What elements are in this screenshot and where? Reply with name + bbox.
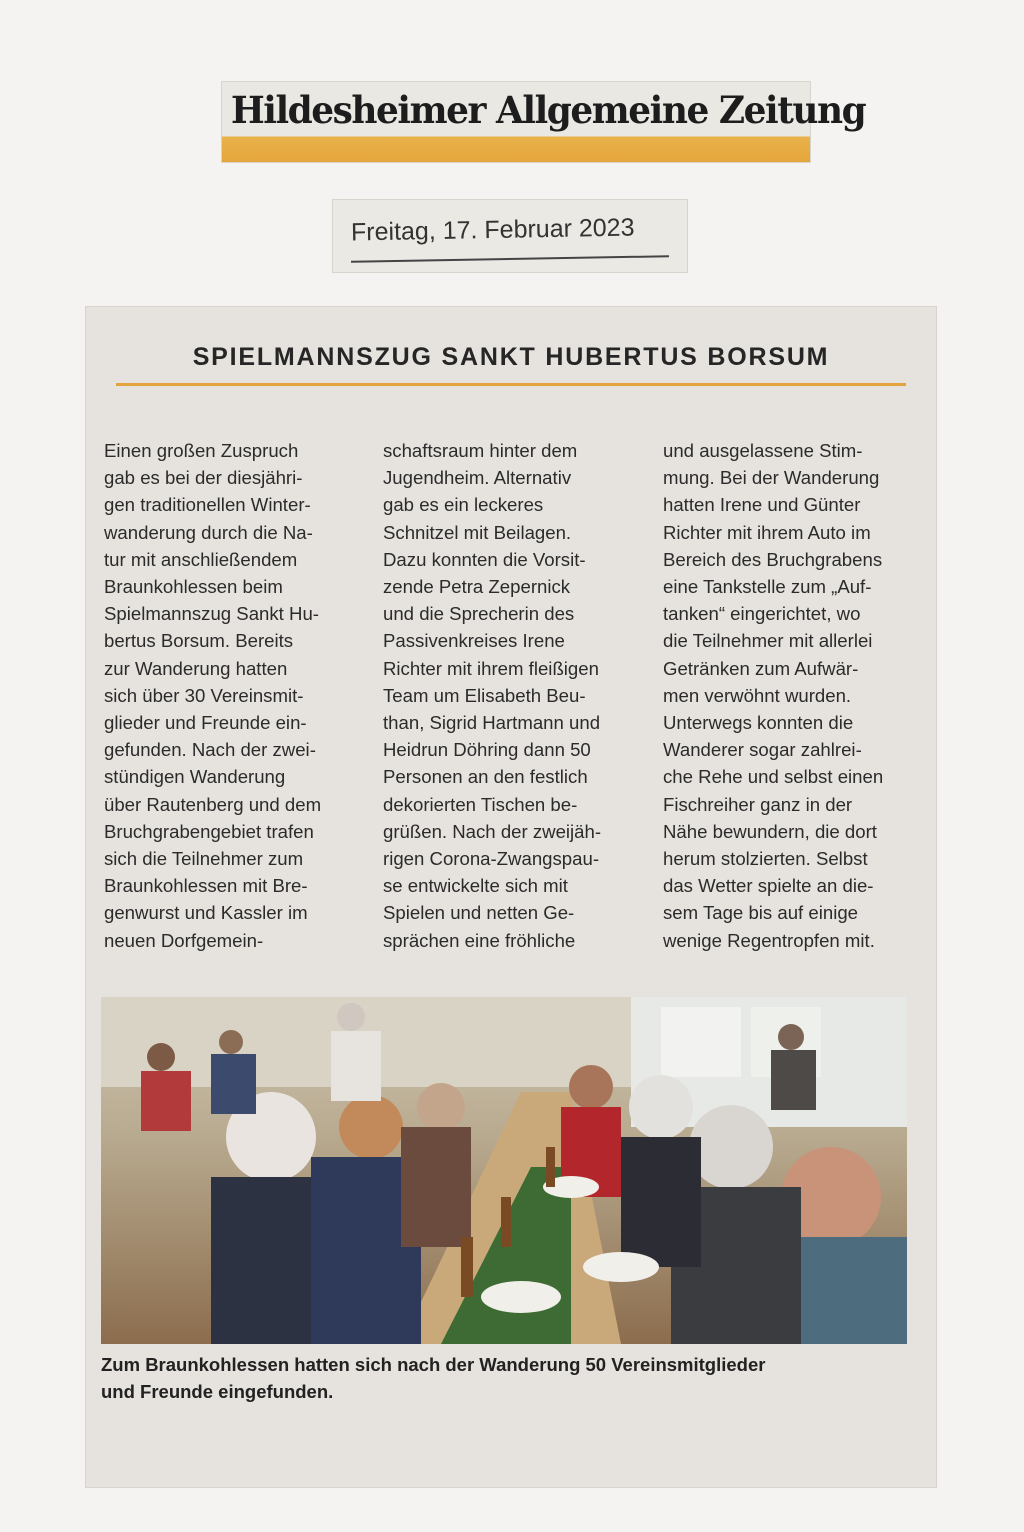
article-line: Spielen und netten Ge- bbox=[383, 902, 575, 924]
article-line: Dazu konnten die Vorsit- bbox=[383, 548, 586, 570]
article-line: Richter mit ihrem fleißigen bbox=[383, 657, 599, 679]
article-column-2 bbox=[383, 437, 633, 954]
article-line: se entwickelte sich mit bbox=[383, 875, 568, 897]
article-line: zende Petra Zepernick bbox=[383, 576, 571, 598]
article-line: und ausgelassene Stim- bbox=[663, 440, 863, 461]
article-line: bertus Borsum. Bereits bbox=[104, 630, 294, 652]
article-line: rigen Corona-Zwangspau- bbox=[383, 848, 600, 870]
article-line: sem Tage bis auf einige bbox=[663, 902, 859, 924]
article-line: mung. Bei der Wanderung bbox=[663, 467, 880, 489]
article-line: grüßen. Nach der zweijäh- bbox=[383, 820, 602, 842]
caption-line: Zum Braunkohlessen hatten sich nach der Wanderung 50 Vereinsmitglieder bbox=[101, 1354, 766, 1375]
article-line: hatten Irene und Günter bbox=[663, 494, 861, 516]
article-line: Richter mit ihrem Auto im bbox=[663, 521, 871, 543]
article-line: eine Tankstelle zum „Auf- bbox=[663, 576, 872, 598]
article-line: das Wetter spielte an die- bbox=[663, 875, 874, 897]
article-line: Team um Elisabeth Beu- bbox=[383, 684, 586, 706]
article-line: dekorierten Tischen be- bbox=[383, 793, 578, 815]
article-line: stündigen Wanderung bbox=[104, 766, 286, 788]
article-line: Heidrun Döhring dann 50 bbox=[383, 739, 591, 761]
article-line: zur Wanderung hatten bbox=[104, 657, 288, 679]
article-line: sich über 30 Vereinsmit- bbox=[104, 684, 304, 706]
article-line: Fischreiher ganz in der bbox=[663, 793, 853, 815]
article-photo bbox=[101, 997, 907, 1344]
article-line: Passivenkreises Irene bbox=[383, 630, 565, 652]
article-line: Bereich des Bruchgrabens bbox=[663, 548, 883, 570]
article-line: genwurst und Kassler im bbox=[104, 902, 308, 924]
article-line: wenige Regentropfen mit. bbox=[663, 929, 875, 951]
article-column-3 bbox=[663, 437, 913, 954]
publication-date: Freitag, 17. Februar 2023 bbox=[350, 213, 635, 247]
article-line: Bruchgrabengebiet trafen bbox=[104, 820, 314, 842]
article-line: che Rehe und selbst einen bbox=[663, 766, 884, 788]
article-line: Personen an den festlich bbox=[383, 766, 588, 788]
article-line: gefunden. Nach der zwei- bbox=[104, 739, 316, 761]
article-line: schaftsraum hinter dem bbox=[383, 440, 578, 461]
article-line: Braunkohlessen beim bbox=[104, 576, 283, 598]
article-line: Spielmannszug Sankt Hu- bbox=[104, 603, 319, 625]
article-clipping bbox=[86, 307, 936, 1487]
newspaper-title: Hildesheimer Allgemeine Zeitung bbox=[230, 88, 866, 132]
article-line: gen traditionellen Winter- bbox=[104, 494, 311, 516]
article-line: than, Sigrid Hartmann und bbox=[383, 712, 601, 734]
caption-line: und Freunde eingefunden. bbox=[101, 1381, 334, 1402]
date-clipping bbox=[333, 200, 687, 272]
masthead-clipping bbox=[222, 82, 866, 162]
article-line: glieder und Freunde ein- bbox=[104, 712, 307, 734]
article-line: Einen großen Zuspruch bbox=[104, 440, 299, 461]
article-line: sprächen eine fröhliche bbox=[383, 929, 576, 951]
article-line: Wanderer sogar zahlrei- bbox=[663, 739, 862, 761]
article-line: gab es bei der diesjähri- bbox=[104, 467, 303, 489]
article-line: Schnitzel mit Beilagen. bbox=[383, 521, 572, 543]
article-line: die Teilnehmer mit allerlei bbox=[663, 630, 873, 652]
article-line: Nähe bewundern, die dort bbox=[663, 820, 877, 842]
article-headline: SPIELMANNSZUG SANKT HUBERTUS BORSUM bbox=[192, 343, 830, 371]
article-line: herum stolzierten. Selbst bbox=[663, 848, 868, 870]
dinner-scene-photo bbox=[101, 997, 907, 1344]
article-line: tanken“ eingerichtet, wo bbox=[663, 603, 861, 625]
headline-rule bbox=[116, 383, 906, 386]
article-column-1 bbox=[104, 437, 354, 954]
article-line: und die Sprecherin des bbox=[383, 603, 575, 625]
article-line: Jugendheim. Alternativ bbox=[383, 467, 572, 489]
article-line: über Rautenberg und dem bbox=[104, 793, 322, 815]
article-line: men verwöhnt wurden. bbox=[663, 684, 852, 706]
article-line: Braunkohlessen mit Bre- bbox=[104, 875, 308, 897]
date-underline bbox=[351, 255, 669, 263]
article-line: gab es ein leckeres bbox=[383, 494, 544, 516]
article-line: tur mit anschließendem bbox=[104, 548, 298, 570]
article-line: sich die Teilnehmer zum bbox=[104, 848, 304, 870]
article-line: Unterwegs konnten die bbox=[663, 712, 854, 734]
article-line: wanderung durch die Na- bbox=[104, 521, 313, 543]
article-line: neuen Dorfgemein- bbox=[104, 929, 264, 951]
article-line: Getränken zum Aufwär- bbox=[663, 657, 859, 679]
photo-caption bbox=[101, 1351, 921, 1405]
